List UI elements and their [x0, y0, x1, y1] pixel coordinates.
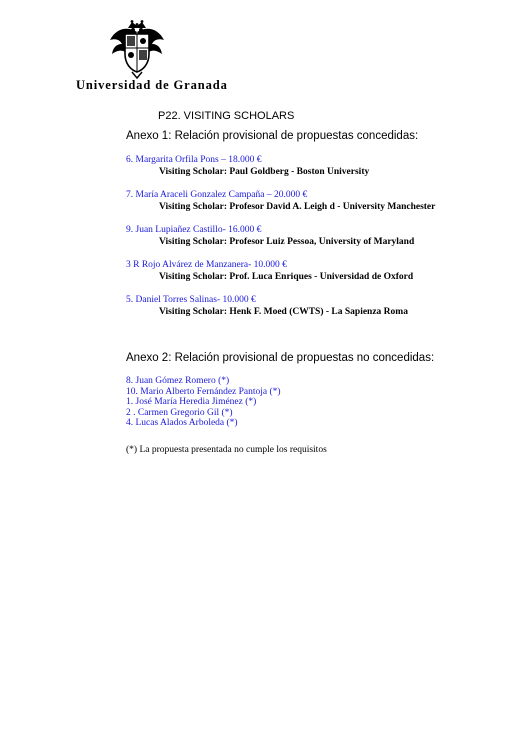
proposal-line: 6. Margarita Orfila Pons – 18.000 € [126, 155, 262, 165]
rejected-proposal: 8. Juan Gómez Romero (*) [126, 376, 230, 386]
rejected-proposal: 2 . Carmen Gregorio Gil (*) [126, 407, 233, 418]
granted-proposal [126, 155, 435, 178]
rejected-proposal: 10. Mario Alberto Fernández Pantoja (*) [126, 386, 281, 397]
rejected-proposal: 4. Lucas Alados Arboleda (*) [126, 418, 238, 428]
requirements-note: (*) La propuesta presentada no cumple los requisitos [126, 445, 327, 455]
university-name: Universidad de Granada [76, 78, 228, 92]
proposal-line: 9. Juan Lupiañez Castillo- 16.000 € [126, 225, 262, 235]
university-crest-logo [106, 18, 168, 80]
granted-proposal [126, 260, 435, 283]
granted-proposal [126, 295, 435, 318]
rejected-proposal: 1. José María Heredia Jiménez (*) [126, 397, 257, 407]
annex1-heading: Anexo 1: Relación provisional de propuestas concedidas: [126, 130, 419, 142]
proposal-line: 5. Daniel Torres Salinas- 10.000 € [126, 295, 256, 305]
granted-proposal [126, 190, 435, 213]
rejected-proposals-list [126, 376, 281, 429]
visiting-scholar: Visiting Scholar: Profesor David A. Leigh d - University Manchester [159, 201, 436, 212]
granted-proposal [126, 225, 435, 248]
annex2-heading: Anexo 2: Relación provisional de propuestas no concedidas: [126, 352, 435, 364]
proposal-line: 7. María Araceli Gonzalez Campaña – 20.000 € [126, 190, 308, 200]
visiting-scholar: Visiting Scholar: Paul Goldberg - Boston University [159, 166, 370, 177]
proposal-line: 3 R Rojo Alvárez de Manzanera- 10.000 € [126, 260, 287, 270]
visiting-scholar: Visiting Scholar: Henk F. Moed (CWTS) - La Sapienza Roma [159, 306, 408, 317]
visiting-scholar: Visiting Scholar: Profesor Luiz Pessoa, University of Maryland [159, 236, 415, 247]
granted-proposals-list [126, 155, 435, 330]
document-title: P22. VISITING SCHOLARS [158, 110, 295, 122]
visiting-scholar: Visiting Scholar: Prof. Luca Enriques - Universidad de Oxford [159, 271, 414, 282]
